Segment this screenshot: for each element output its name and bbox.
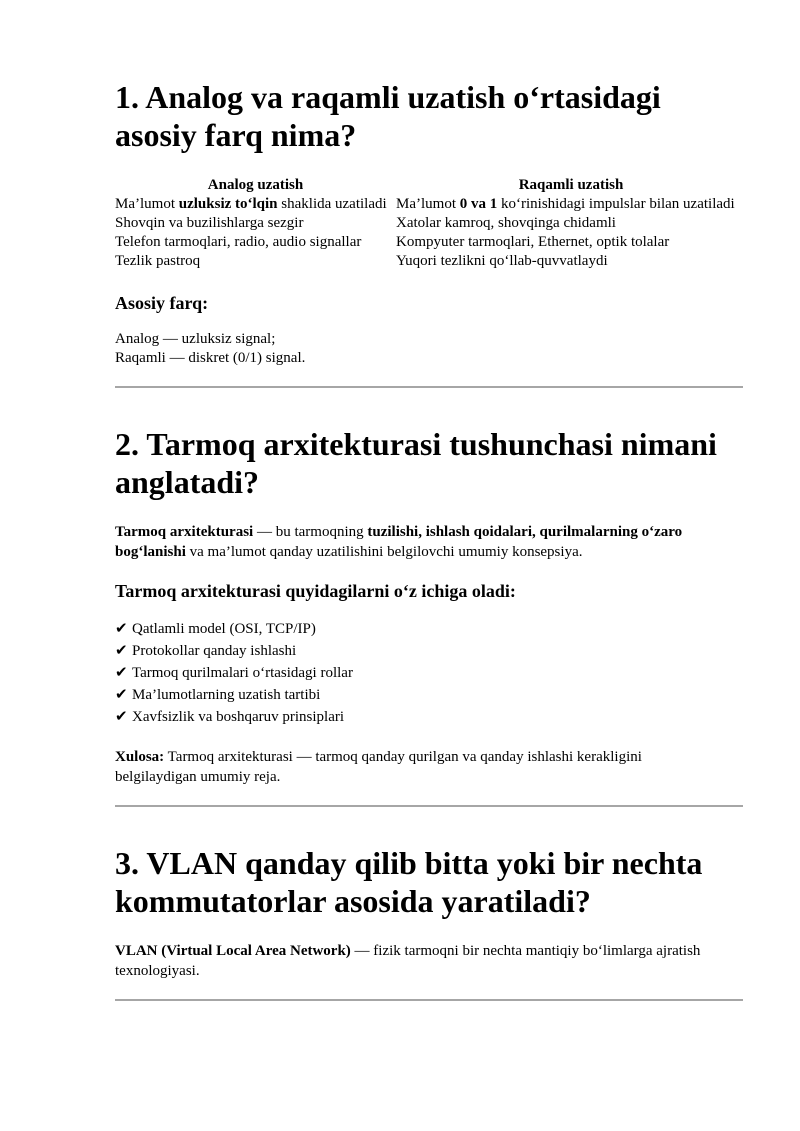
section-2-subheading: Tarmoq arxitekturasi quyidagilarni o‘z ichiga oladi:	[115, 581, 516, 601]
conclusion-text: Tarmoq arxitekturasi — tarmoq qanday qurilgan va qanday ishlashi kerakligini belgilaydigan umumiy reja.	[115, 749, 642, 785]
list-item-text: Protokollar qanday ishlashi	[132, 643, 297, 659]
table-header-analog: Analog uzatish	[207, 177, 304, 193]
table-cell	[396, 195, 746, 214]
section-2-definition	[115, 522, 740, 562]
table-cell	[115, 195, 396, 214]
cell-text: Ma’lumot	[396, 196, 460, 212]
list-item	[115, 640, 743, 662]
table-cell: Telefon tarmoqlari, radio, audio signallar	[115, 234, 362, 250]
section-3-title: 3. VLAN qanday qilib bitta yoki bir nechta kommutatorlar asosida yaratiladi?	[115, 845, 703, 919]
conclusion-label: Xulosa:	[115, 749, 165, 765]
table-cell: Shovqin va buzilishlarga sezgir	[115, 215, 304, 231]
table-header-digital: Raqamli uzatish	[518, 177, 624, 193]
cell-text: ko‘rinishidagi impulslar bilan uzatiladi	[497, 196, 735, 212]
list-item	[115, 618, 743, 640]
list-item	[115, 706, 743, 728]
definition-term: Tarmoq arxitekturasi	[115, 524, 254, 540]
list-item-text: Xavfsizlik va boshqaruv prinsiplari	[132, 709, 345, 725]
definition-term: VLAN (Virtual Local Area Network)	[115, 943, 351, 959]
table-row	[115, 233, 746, 252]
section-1-summary	[115, 330, 743, 368]
definition-text: — fizik tarmoqni bir nechta mantiqiy bo‘limlarga ajratish texnologiyasi.	[115, 943, 701, 979]
comparison-table	[115, 175, 746, 271]
definition-bold-text: tuzilishi, ishlash qoidalari, qurilmalarning o‘zaro bog‘lanishi	[115, 524, 683, 560]
cell-bold-text: 0 va 1	[459, 196, 498, 212]
checkmark-icon: ✔	[115, 709, 128, 725]
list-item-text: Tarmoq qurilmalari o‘rtasidagi rollar	[132, 665, 353, 681]
table-cell: Yuqori tezlikni qo‘llab-quvvatlaydi	[396, 253, 608, 269]
table-row	[115, 195, 746, 214]
table-row	[115, 252, 746, 271]
feature-checklist	[115, 618, 743, 728]
summary-line-analog: Analog — uzluksiz signal;	[115, 331, 276, 347]
section-divider	[115, 805, 743, 807]
definition-text: — bu tarmoqning	[253, 524, 368, 540]
table-cell: Xatolar kamroq, shovqinga chidamli	[396, 215, 616, 231]
table-cell: Kompyuter tarmoqlari, Ethernet, optik tolalar	[396, 234, 670, 250]
cell-text: Ma’lumot	[115, 196, 179, 212]
section-divider	[115, 386, 743, 388]
section-divider	[115, 999, 743, 1001]
section-2-title: 2. Tarmoq arxitekturasi tushunchasi nimani anglatadi?	[115, 426, 717, 500]
section-1	[115, 78, 743, 388]
cell-text: shaklida uzatiladi	[277, 196, 387, 212]
list-item-text: Qatlamli model (OSI, TCP/IP)	[132, 621, 316, 637]
section-3-definition	[115, 941, 715, 981]
section-3	[115, 844, 743, 1001]
cell-bold-text: uzluksiz to‘lqin	[178, 196, 278, 212]
table-header-row	[115, 175, 746, 195]
section-1-subheading: Asosiy farq:	[115, 293, 209, 313]
checkmark-icon: ✔	[115, 687, 128, 703]
list-item	[115, 684, 743, 706]
checkmark-icon: ✔	[115, 643, 128, 659]
definition-text: va ma’lumot qanday uzatilishini belgilovchi umumiy konsepsiya.	[185, 544, 583, 560]
list-item	[115, 662, 743, 684]
checkmark-icon: ✔	[115, 621, 128, 637]
section-2	[115, 425, 743, 807]
table-cell: Tezlik pastroq	[115, 253, 201, 269]
section-1-title: 1. Analog va raqamli uzatish o‘rtasidagi asosiy farq nima?	[115, 79, 661, 153]
summary-line-digital: Raqamli — diskret (0/1) signal.	[115, 350, 306, 366]
checkmark-icon: ✔	[115, 665, 128, 681]
table-row	[115, 214, 746, 233]
section-2-conclusion	[115, 747, 715, 787]
list-item-text: Ma’lumotlarning uzatish tartibi	[132, 687, 321, 703]
